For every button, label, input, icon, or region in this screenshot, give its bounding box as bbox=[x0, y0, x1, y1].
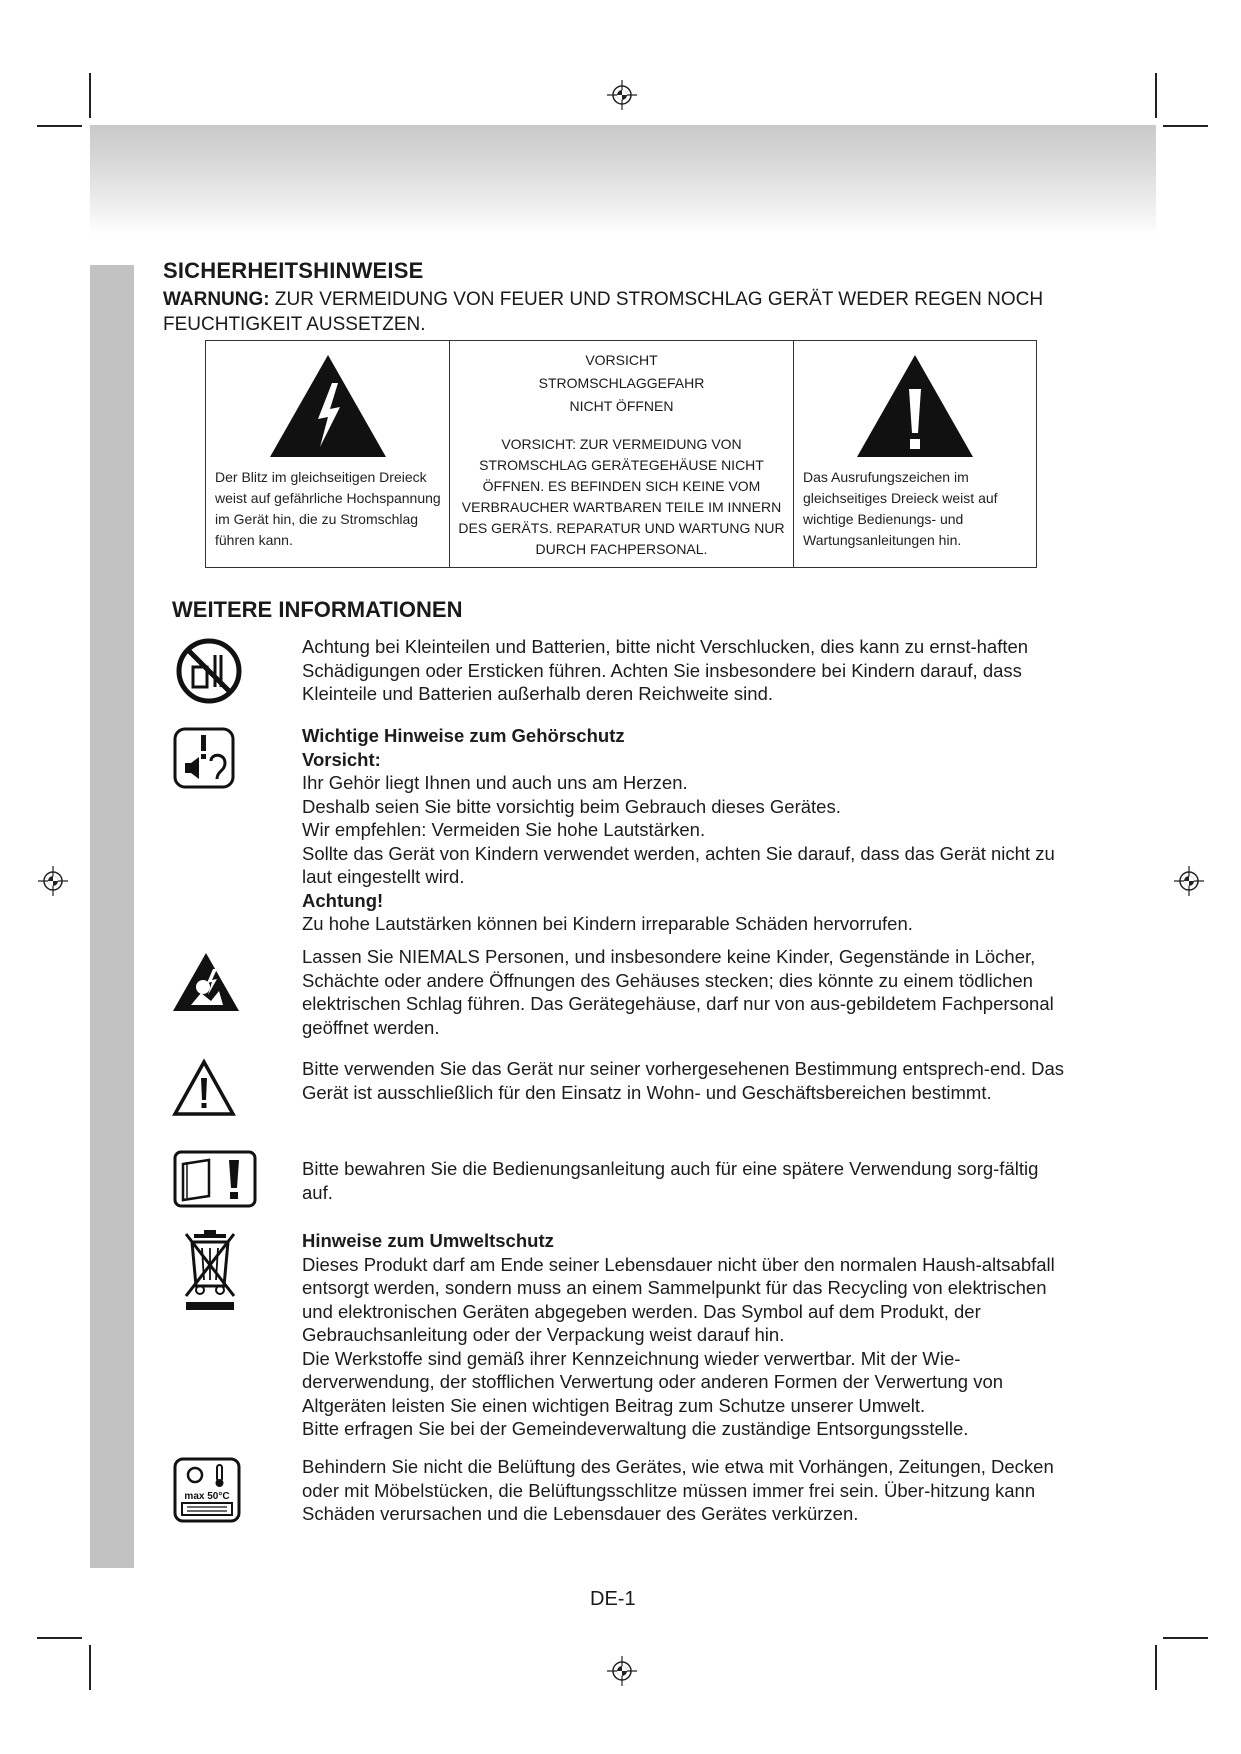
manual-text: Bitte bewahren Sie die Bedienungsanleitung auch für eine spätere Verwendung sorg-fältig auf. bbox=[302, 1158, 1039, 1203]
section-title: WEITERE INFORMATIONEN bbox=[172, 597, 463, 622]
intended-use-text: Bitte verwenden Sie das Gerät nur seiner vorhergesehenen Bestimmung entsprech-end. Das Gerät ist ausschließlich für den Einsatz in Wohn- und Geschäftsbereichen bestimmt. bbox=[302, 1058, 1065, 1103]
caution-description: VORSICHT: ZUR VERMEIDUNG VON STROMSCHLAG GERÄTEGEHÄUSE NICHT ÖFFNEN. ES BEFINDEN SICH KEINE VOM VERBRAUCHER WARTBAREN TEILE IM INNERN DES GERÄTS. REPARATUR UND WARTUNG NUR DURCH FACHPERSONAL. bbox=[458, 436, 785, 557]
hearing-attention-label: Achtung! bbox=[302, 889, 384, 911]
hearing-line: Wir empfehlen: Vermeiden Sie hohe Lautstärken. bbox=[302, 819, 706, 840]
lightning-triangle-icon bbox=[268, 353, 388, 459]
page-title: SICHERHEITSHINWEISE bbox=[163, 258, 424, 283]
ventilation-temperature-icon bbox=[173, 1457, 241, 1523]
crop-mark bbox=[37, 125, 82, 127]
registration-mark-icon bbox=[38, 866, 68, 896]
environment-text: Die Werkstoffe sind gemäß ihrer Kennzeichnung wieder verwertbar. Mit der Wie-derverwendung, der stofflichen Verwertung oder anderen Formen der Verwertung von Altgeräten leisten Sie einen wichtigen Beitrag zum Schutze unserer Umwelt. bbox=[302, 1347, 1004, 1416]
environment-text: Dieses Produkt darf am Ende seiner Lebensdauer nicht über den normalen Haush-altsabfall entsorgt werden, sondern muss an einem Sammelpunkt für das Recycling von elektrischen und elektronischen Geräten abgegeben werden. Das Symbol auf dem Produkt, der Gebrauchsanleitung oder der Verpackung weist darauf hin. bbox=[302, 1253, 1055, 1345]
lightning-cell bbox=[206, 341, 450, 568]
ventilation-icon-label: max 50°C bbox=[184, 1491, 230, 1502]
caution-cell bbox=[450, 341, 794, 568]
hearing-line: Ihr Gehör liegt Ihnen und auch uns am Herzen. bbox=[302, 772, 688, 793]
exclamation-triangle-icon bbox=[855, 353, 975, 459]
no-swallowing-icon bbox=[175, 637, 243, 705]
warning-label: WARNUNG: bbox=[163, 289, 270, 310]
electric-shock-warning-icon bbox=[171, 951, 241, 1013]
registration-mark-icon bbox=[607, 80, 637, 110]
hearing-line: Zu hohe Lautstärken können bei Kindern irreparable Schäden hervorrufen. bbox=[302, 913, 913, 934]
crop-mark bbox=[89, 73, 91, 118]
ventilation-text: Behindern Sie nicht die Belüftung des Gerätes, wie etwa mit Vorhängen, Zeitungen, Decken oder mit Möbelstücken, die Belüftungsschlitze müssen immer frei sein. Über-hitzung kann Schäden verursachen und die Lebensdauer des Gerätes verkürzen. bbox=[302, 1456, 1054, 1524]
hearing-heading: Wichtige Hinweise zum Gehörschutz bbox=[302, 725, 625, 746]
crop-mark bbox=[89, 1645, 91, 1690]
crop-mark bbox=[1163, 125, 1208, 127]
caution-header-line: STROMSCHLAGGEFAHR bbox=[538, 375, 705, 391]
crop-mark bbox=[1163, 1637, 1208, 1639]
safety-symbols-table bbox=[205, 340, 1037, 568]
environment-heading: Hinweise zum Umweltschutz bbox=[302, 1230, 554, 1251]
lightning-description: Der Blitz im gleichseitigen Dreieck weist auf gefährliche Hochspannung im Gerät hin, die zu Stromschlag führen kann. bbox=[215, 469, 441, 548]
hearing-caution-label: Vorsicht: bbox=[302, 748, 381, 770]
warning-text bbox=[163, 287, 1093, 337]
hearing-line: Deshalb seien Sie bitte vorsichtig beim Gebrauch dieses Gerätes. bbox=[302, 795, 841, 817]
environment-block bbox=[302, 1229, 1072, 1441]
hearing-line: Sollte das Gerät von Kindern verwendet werden, achten Sie darauf, dass das Gerät nicht zu laut eingestellt wird. bbox=[302, 842, 1055, 887]
exclamation-description: Das Ausrufungszeichen im gleichseitiges Dreieck weist auf wichtige Bedienungs- und Wartungsanleitungen hin. bbox=[803, 469, 998, 548]
caution-header-line: NICHT ÖFFNEN bbox=[569, 398, 674, 414]
hearing-block bbox=[302, 724, 1072, 936]
small-parts-text: Achtung bei Kleinteilen und Batterien, bitte nicht Verschlucken, dies kann zu ernst-haften Schädigungen oder Ersticken führen. Achten Sie insbesondere bei Kindern darauf, dass Kleinteile und Batterien außerhalb deren Reichweite sind. bbox=[302, 636, 1029, 704]
exclamation-cell bbox=[794, 341, 1037, 568]
warning-body: ZUR VERMEIDUNG VON FEUER UND STROMSCHLAG GERÄT WEDER REGEN NOCH FEUCHTIGKEIT AUSSETZEN. bbox=[163, 289, 1044, 335]
registration-mark-icon bbox=[1174, 866, 1204, 896]
crop-mark bbox=[37, 1637, 82, 1639]
openings-text: Lassen Sie NIEMALS Personen, und insbesondere keine Kinder, Gegenstände in Löcher, Schächte oder andere Öffnungen des Gehäuses stecken; dies könnte zu einem tödlichen elektrischen Schlag führen. Das Gerätegehäuse, darf nur von aus-gebildetem Fachpersonal geöffnet werden. bbox=[302, 946, 1054, 1038]
hearing-protection-icon bbox=[173, 727, 235, 789]
environment-text: Bitte erfragen Sie bei der Gemeindeverwaltung die zuständige Entsorgungsstelle. bbox=[302, 1418, 969, 1439]
weee-bin-icon bbox=[180, 1228, 240, 1312]
crop-mark bbox=[1155, 73, 1157, 118]
header-band bbox=[90, 125, 1156, 235]
page-number: DE-1 bbox=[590, 1588, 636, 1610]
crop-mark bbox=[1155, 1645, 1157, 1690]
side-bar bbox=[90, 265, 134, 1568]
registration-mark-icon bbox=[607, 1656, 637, 1686]
caution-header-line: VORSICHT bbox=[585, 352, 658, 368]
manual-book-icon bbox=[173, 1150, 257, 1208]
warning-triangle-icon bbox=[172, 1058, 236, 1118]
